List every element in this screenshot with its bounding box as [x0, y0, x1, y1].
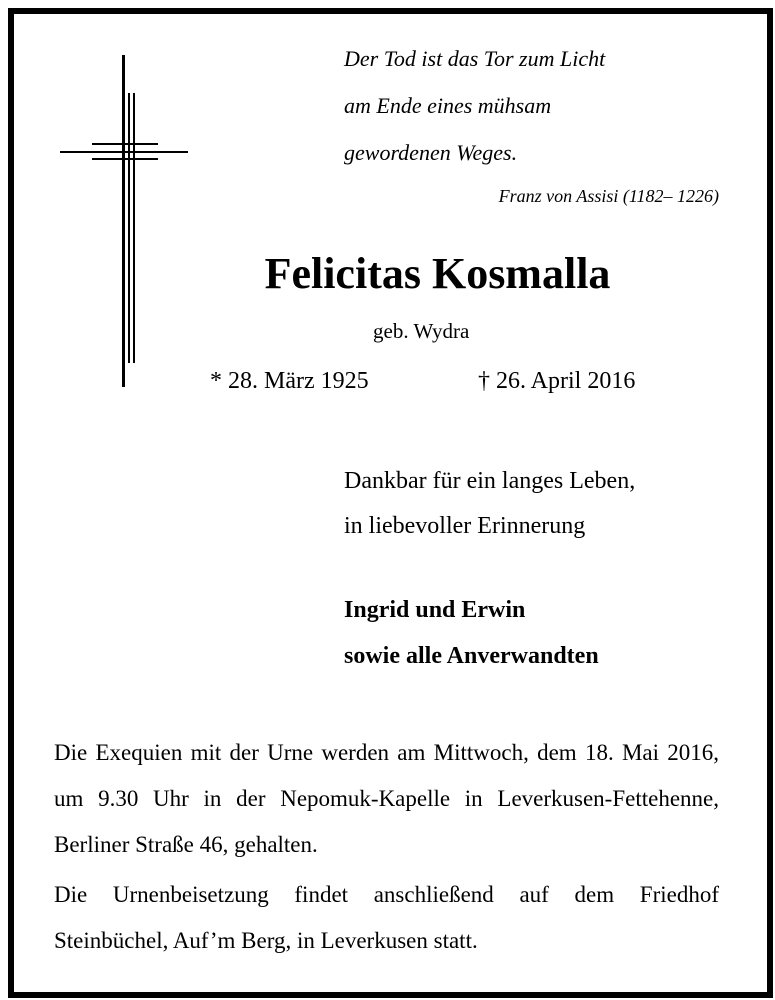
birth-date: * 28. März 1925	[210, 368, 369, 394]
service-notice: Die Exequien mit der Urne werden am Mittwoch, dem 18. Mai 2016, um 9.30 Uhr in der Nepomuk-Kapelle in Leverkusen-Fettehenne, Berliner Straße 46, gehalten.	[54, 740, 719, 857]
quote-line-1: Der Tod ist das Tor zum Licht	[344, 46, 606, 71]
dedication-line-2: in liebevoller Erinnerung	[344, 513, 586, 539]
burial-notice: Die Urnenbeisetzung findet anschließend auf dem Friedhof Steinbüchel, Auf’m Berg, in Leverkusen statt.	[54, 882, 719, 953]
death-date: † 26. April 2016	[478, 368, 636, 394]
dedication-line-1: Dankbar für ein langes Leben,	[344, 468, 636, 494]
mourners-line-1: Ingrid und Erwin	[344, 597, 526, 623]
deceased-name: Felicitas Kosmalla	[264, 249, 611, 298]
mourners-line-2: sowie alle Anverwandten	[344, 643, 599, 669]
quote-line-3: gewordenen Weges.	[344, 140, 518, 165]
quote-attribution: Franz von Assisi (1182– 1226)	[498, 186, 719, 206]
cross-icon	[60, 55, 190, 387]
birth-name: geb. Wydra	[373, 319, 470, 343]
quote-line-2: am Ende eines mühsam	[344, 93, 552, 118]
